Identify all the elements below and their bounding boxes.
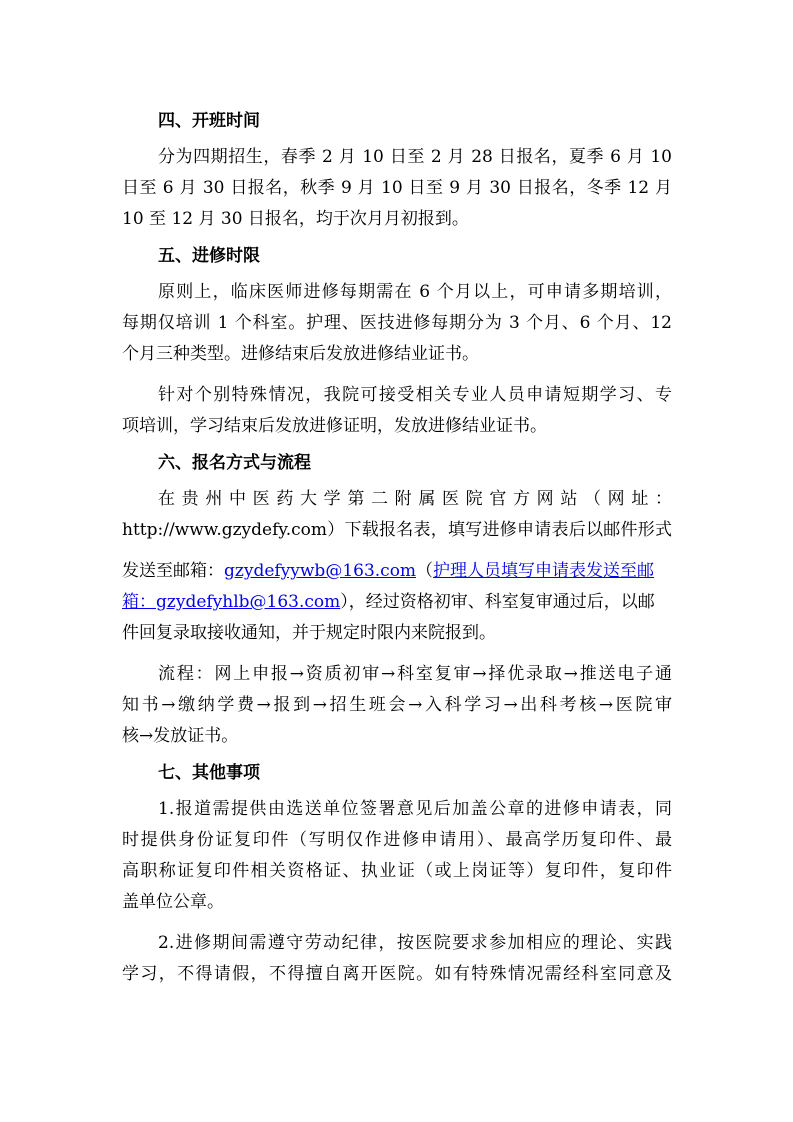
section-4-line-1: 分为四期招生，春季 2 月 10 日至 2 月 28 日报名，夏季 6 月 10 bbox=[158, 147, 672, 167]
section-6-p1-line-3 bbox=[122, 561, 672, 581]
nurse-email-link-part-2[interactable]: 箱：gzydefyhlb@163.com bbox=[122, 592, 341, 612]
section-6-p1-line-1: 在贵州中医药大学第二附属医院官方网站（网址： bbox=[158, 489, 672, 509]
section-5-heading: 五、进修时限 bbox=[158, 246, 260, 266]
nurse-email-link-part-1[interactable]: 护理人员填写申请表发送至邮 bbox=[433, 561, 655, 581]
section-6-flow-line-1: 流程：网上申报→资质初审→科室复审→择优录取→推送电子通 bbox=[158, 664, 672, 684]
section-6-flow-line-2: 知书→缴纳学费→报到→招生班会→入科学习→出科考核→医院审 bbox=[122, 695, 672, 715]
email-suffix-text: ），经过资格初审、科室复审通过后，以邮 bbox=[340, 592, 655, 612]
section-7-heading: 七、其他事项 bbox=[158, 763, 260, 783]
section-7-p1-line-2: 时提供身份证复印件（写明仅作进修申请用）、最高学历复印件、最 bbox=[122, 830, 672, 850]
section-5-p1-line-2: 每期仅培训 1 个科室。护理、医技进修每期分为 3 个月、6 个月、12 bbox=[122, 313, 672, 333]
section-4-heading: 四、开班时间 bbox=[158, 111, 260, 131]
email-link-main[interactable]: gzydefyywb@163.com bbox=[224, 561, 417, 581]
section-7-p1-line-3: 高职称证复印件相关资格证、执业证（或上岗证等）复印件，复印件 bbox=[122, 861, 672, 881]
section-4-line-2: 日至 6 月 30 日报名，秋季 9 月 10 日至 9 月 30 日报名，冬季 12 月 bbox=[122, 178, 672, 198]
section-6-p1-line-5: 件回复录取接收通知，并于规定时限内来院报到。 bbox=[122, 623, 496, 643]
section-7-p2-line-2: 学习，不得请假，不得擅自离开医院。如有特殊情况需经科室同意及 bbox=[122, 964, 672, 984]
email-prefix-text: 发送至邮箱： bbox=[122, 561, 224, 581]
section-7-p1-line-1: 1.报道需提供由选送单位签署意见后加盖公章的进修申请表，同 bbox=[158, 799, 672, 819]
section-4-line-3: 10 至 12 月 30 日报名，均于次月月初报到。 bbox=[122, 209, 469, 229]
paren-open-text: （ bbox=[416, 561, 434, 581]
section-6-p1-line-2: http://www.gzydefy.com）下载报名表，填写进修申请表后以邮件形式 bbox=[122, 520, 672, 540]
section-5-p2-line-2: 项培训，学习结束后发放进修证明，发放进修结业证书。 bbox=[122, 416, 547, 436]
section-5-p2-line-1: 针对个别特殊情况，我院可接受相关专业人员申请短期学习、专 bbox=[158, 385, 672, 405]
section-6-heading: 六、报名方式与流程 bbox=[158, 453, 311, 473]
section-6-flow-line-3: 核→发放证书。 bbox=[122, 726, 239, 746]
section-7-p1-line-4: 盖单位公章。 bbox=[122, 892, 224, 912]
section-6-p1-line-4 bbox=[122, 592, 672, 612]
section-5-p1-line-3: 个月三种类型。进修结束后发放进修结业证书。 bbox=[122, 344, 479, 364]
section-7-p2-line-1: 2.进修期间需遵守劳动纪律，按医院要求参加相应的理论、实践 bbox=[158, 933, 672, 953]
section-5-p1-line-1: 原则上，临床医师进修每期需在 6 个月以上，可申请多期培训， bbox=[158, 282, 672, 302]
